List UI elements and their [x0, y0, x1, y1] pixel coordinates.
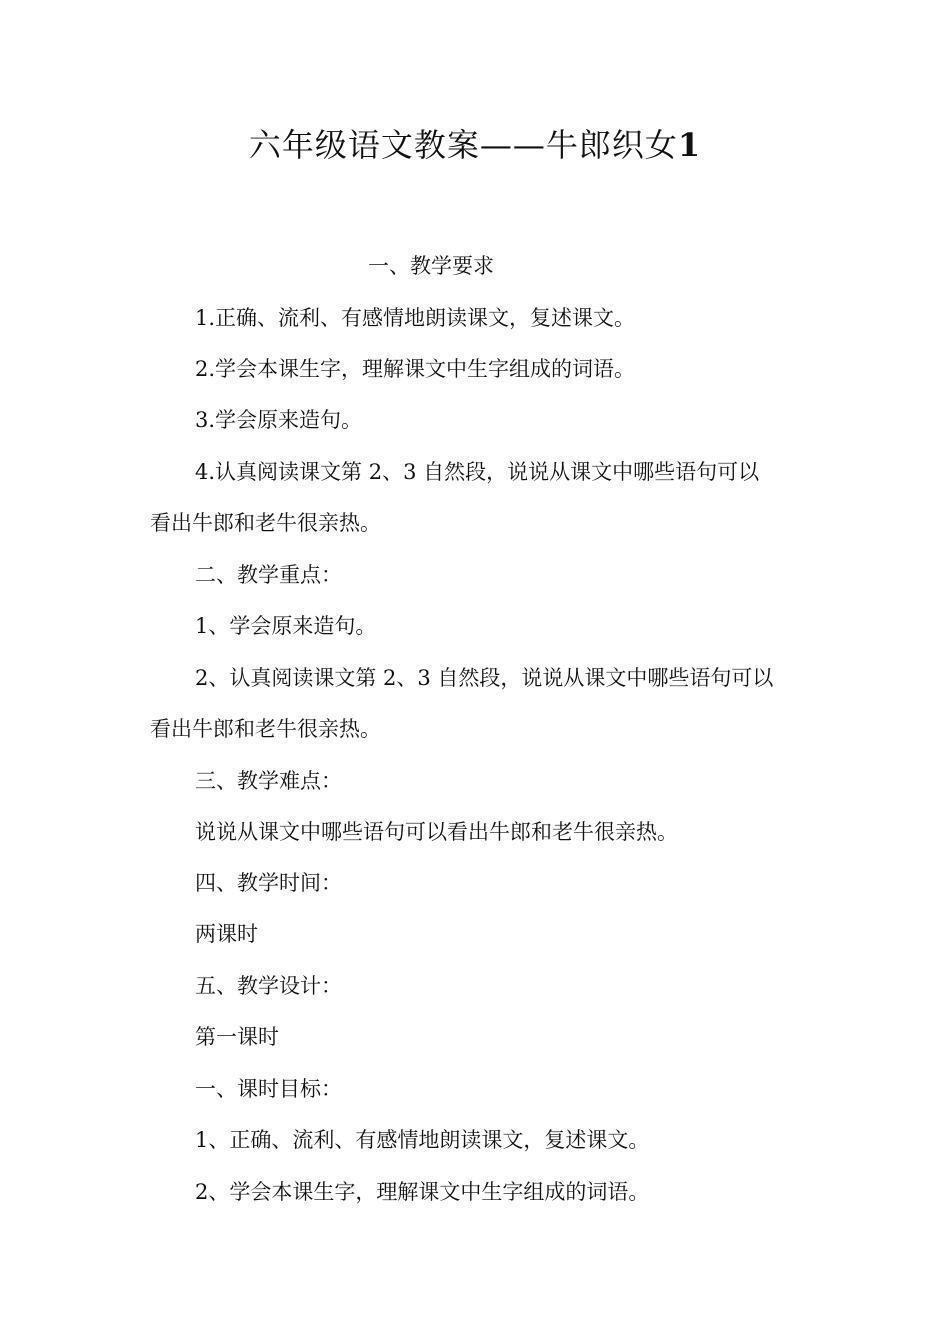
paragraph-line: 说说从课文中哪些语句可以看出牛郎和老牛很亲热。	[195, 820, 678, 844]
document-title	[0, 120, 950, 170]
section-heading-difficulties: 三、教学难点：	[195, 769, 342, 793]
title-number: 1	[677, 126, 702, 164]
paragraph-line: 3.学会原来造句。	[195, 408, 363, 432]
section-heading-lesson-goals: 一、课时目标：	[195, 1077, 342, 1101]
paragraph-line: 2.学会本课生字，理解课文中生字组成的词语。	[195, 357, 636, 381]
paragraph-line: 2、学会本课生字，理解课文中生字组成的词语。	[195, 1180, 650, 1204]
paragraph-line: 两课时	[195, 922, 258, 946]
paragraph-line: 2、认真阅读课文第 2、3 自然段，说说从课文中哪些语句可以	[195, 666, 774, 690]
section-heading-requirements: 一、教学要求	[368, 254, 494, 278]
section-heading-key-points: 二、教学重点：	[195, 563, 342, 587]
paragraph-line: 第一课时	[195, 1025, 279, 1049]
section-heading-design: 五、教学设计：	[195, 974, 342, 998]
paragraph-line-continued: 看出牛郎和老牛很亲热。	[150, 717, 381, 741]
paragraph-line: 1、学会原来造句。	[195, 614, 377, 638]
paragraph-line: 1.正确、流利、有感情地朗读课文，复述课文。	[195, 306, 636, 330]
paragraph-line-continued: 看出牛郎和老牛很亲热。	[150, 511, 381, 535]
section-heading-time: 四、教学时间：	[195, 871, 342, 895]
paragraph-line: 1、正确、流利、有感情地朗读课文，复述课文。	[195, 1128, 650, 1152]
title-text: 六年级语文教案——牛郎织女	[248, 126, 678, 164]
paragraph-line: 4.认真阅读课文第 2、3 自然段，说说从课文中哪些语句可以	[195, 460, 760, 484]
